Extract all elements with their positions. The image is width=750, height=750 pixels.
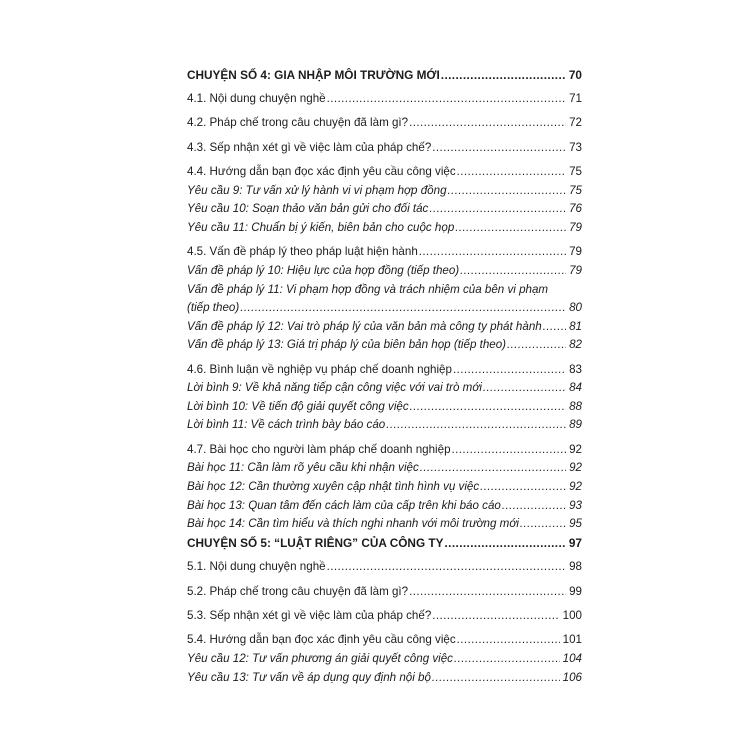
toc-entry-label: 4.1. Nội dung chuyện nghề <box>187 91 326 105</box>
dot-leader <box>327 560 567 574</box>
toc-entry-label: 4.5. Vấn đề pháp lý theo pháp luật hiện hành <box>187 245 418 259</box>
toc-entry <box>187 604 582 623</box>
toc-entry-label: Bài học 13: Quan tâm đến cách làm của cấp trên khi báo cáo <box>187 498 501 512</box>
toc-page-number: 101 <box>562 633 582 647</box>
dot-leader <box>460 264 566 278</box>
toc-entry-label: 5.4. Hướng dẫn bạn đọc xác định yêu cầu công việc <box>187 633 456 647</box>
toc-entry <box>187 457 582 476</box>
dot-leader <box>409 116 566 130</box>
toc-entry-label: Lời bình 9: Về khả năng tiếp cận công việc với vai trò mới <box>187 381 482 395</box>
toc-entry <box>187 513 582 532</box>
toc-entry <box>187 198 582 217</box>
toc-entry <box>187 297 582 316</box>
toc-chapter-heading <box>187 63 582 82</box>
toc-entry-label: Yêu cầu 11: Chuẩn bị ý kiến, biên bản cho cuộc họp <box>187 220 455 234</box>
toc-entry <box>187 395 582 414</box>
toc-page-number: 79 <box>569 263 582 277</box>
toc-page-number: 106 <box>562 670 582 684</box>
dot-leader <box>480 480 566 494</box>
toc-page-number: 71 <box>569 91 582 105</box>
toc-page-number: 84 <box>569 381 582 395</box>
toc-page-number: 98 <box>569 560 582 574</box>
toc-entry <box>187 136 582 155</box>
toc-page-number: 73 <box>569 140 582 154</box>
dot-leader <box>452 443 567 457</box>
toc-entry-label: Lời bình 11: Về cách trình bày báo cáo <box>187 418 386 432</box>
toc-entry-label: Bài học 12: Cần thường xuyên cập nhật tình hình vụ việc <box>187 480 480 494</box>
toc-entry <box>187 334 582 353</box>
toc-page-number: 97 <box>568 535 582 550</box>
toc-page-number: 92 <box>569 461 582 475</box>
toc-entry <box>187 241 582 260</box>
toc-entry <box>187 315 582 334</box>
toc-entry <box>187 161 582 180</box>
toc-page-number: 92 <box>569 442 582 456</box>
dot-leader <box>327 92 567 106</box>
toc-entry-label: Bài học 14: Cần tìm hiểu và thích nghi nhanh với môi trường mới <box>187 517 519 531</box>
toc-entry-label: Vấn đề pháp lý 11: Vi phạm hợp đồng và trách nhiệm của bên vi phạm <box>187 282 549 296</box>
dot-leader <box>454 652 560 666</box>
toc-entry-label: CHUYỆN SỐ 4: GIA NHẬP MÔI TRƯỜNG MỚI <box>187 67 440 82</box>
toc-entry <box>187 666 582 685</box>
toc-entry-label: 5.3. Sếp nhận xét gì về việc làm của pháp chế? <box>187 609 432 622</box>
toc-page-number: 92 <box>569 480 582 494</box>
toc-page-number: 79 <box>569 245 582 259</box>
dot-leader <box>444 536 565 550</box>
toc-page-number: 100 <box>562 609 582 622</box>
toc-entry-label: 4.4. Hướng dẫn bạn đọc xác định yêu cầu công việc <box>187 165 456 179</box>
toc-entry-label: 5.1. Nội dung chuyện nghề <box>187 560 326 574</box>
toc-page-number: 93 <box>569 498 582 512</box>
toc-entry-label: 4.3. Sếp nhận xét gì về việc làm của pháp chế? <box>187 140 432 154</box>
dot-leader <box>448 184 567 198</box>
toc-entry <box>187 377 582 396</box>
toc-entry-label: Vấn đề pháp lý 12: Vai trò pháp lý của văn bản mà công ty phát hành <box>187 319 542 333</box>
toc-entry <box>187 414 582 433</box>
toc-page-number: 80 <box>569 301 582 315</box>
toc-entry <box>187 556 582 575</box>
dot-leader <box>453 363 566 377</box>
toc-entry <box>187 580 582 599</box>
toc-page-number: 75 <box>569 165 582 179</box>
toc-page-number: 72 <box>569 116 582 130</box>
toc-entry <box>187 216 582 235</box>
toc-entry <box>187 494 582 513</box>
toc-page-number: 95 <box>569 517 582 531</box>
toc-entry-label: Yêu cầu 12: Tư vấn phương án giải quyết công việc <box>187 651 453 665</box>
toc-page-number: 89 <box>569 418 582 432</box>
toc-chapter-heading <box>187 531 582 550</box>
toc-page-number: 81 <box>569 319 582 333</box>
toc-entry-label: CHUYỆN SỐ 5: “LUẬT RIÊNG” CỦA CÔNG TY <box>187 535 444 550</box>
toc-entry-label: Yêu cầu 13: Tư vấn về áp dụng quy định nội bộ <box>187 670 431 684</box>
dot-leader <box>429 202 566 216</box>
dot-leader <box>410 400 566 414</box>
toc-entry <box>187 259 582 278</box>
table-of-contents <box>187 63 582 685</box>
toc-entry-label: Bài học 11: Cần làm rõ yêu cầu khi nhận việc <box>187 461 419 475</box>
toc-entry <box>187 358 582 377</box>
toc-page-number: 82 <box>569 338 582 352</box>
toc-page-number: 83 <box>569 362 582 376</box>
toc-entry-label: 4.2. Pháp chế trong câu chuyện đã làm gì? <box>187 116 409 130</box>
toc-entry-line <box>187 278 582 297</box>
dot-leader <box>457 633 560 647</box>
dot-leader <box>409 585 566 599</box>
dot-leader <box>457 165 566 179</box>
toc-entry-label: Yêu cầu 9: Tư vấn xử lý hành vi vi phạm hợp đồng <box>187 183 447 197</box>
toc-entry <box>187 112 582 131</box>
dot-leader <box>520 517 566 531</box>
dot-leader <box>502 499 566 513</box>
dot-leader <box>432 609 559 623</box>
dot-leader <box>432 671 560 685</box>
dot-leader <box>507 338 566 352</box>
toc-entry <box>187 629 582 648</box>
dot-leader <box>441 68 566 82</box>
toc-entry-label: 4.6. Bình luận về nghiệp vụ pháp chế doanh nghiệp <box>187 362 452 376</box>
toc-entry <box>187 87 582 106</box>
dot-leader <box>432 141 566 155</box>
toc-page-number: 88 <box>569 399 582 413</box>
toc-page-number: 75 <box>569 183 582 197</box>
toc-entry <box>187 179 582 198</box>
toc-entry-label: 4.7. Bài học cho người làm pháp chế doanh nghiệp <box>187 442 451 456</box>
toc-page-number: 104 <box>562 651 582 665</box>
toc-page-number: 79 <box>569 220 582 234</box>
toc-entry-label: 5.2. Pháp chế trong câu chuyện đã làm gì? <box>187 584 409 598</box>
toc-page-number: 76 <box>569 202 582 216</box>
toc-entry-label: Vấn đề pháp lý 10: Hiệu lực của hợp đồng (tiếp theo) <box>187 263 460 277</box>
toc-entry-label: Vấn đề pháp lý 13: Giá trị pháp lý của biên bản họp (tiếp theo) <box>187 338 507 352</box>
toc-page-number: 70 <box>568 67 582 82</box>
dot-leader <box>386 418 566 432</box>
dot-leader <box>419 245 566 259</box>
dot-leader <box>483 381 566 395</box>
dot-leader <box>455 221 566 235</box>
toc-page-number: 99 <box>569 584 582 598</box>
toc-entry-label: (tiếp theo) <box>187 301 240 315</box>
toc-entry-label: Lời bình 10: Về tiến độ giải quyết công việc <box>187 399 409 413</box>
toc-entry <box>187 647 582 666</box>
toc-entry <box>187 438 582 457</box>
dot-leader <box>240 301 566 315</box>
dot-leader <box>543 320 566 334</box>
dot-leader <box>420 461 566 475</box>
toc-entry <box>187 475 582 494</box>
toc-entry-label: Yêu cầu 10: Soạn thảo văn bản gửi cho đối tác <box>187 202 429 216</box>
